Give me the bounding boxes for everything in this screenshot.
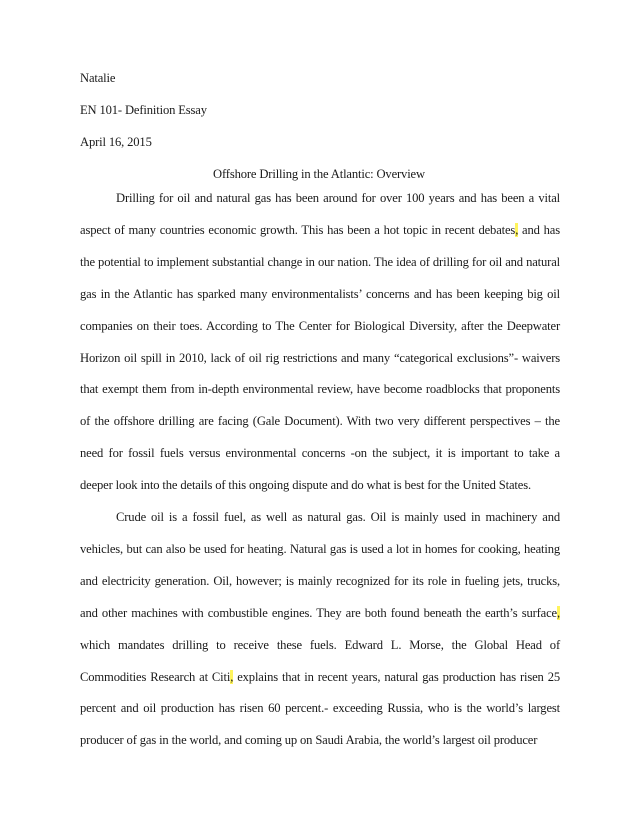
- essay-title: Offshore Drilling in the Atlantic: Overview: [213, 167, 425, 181]
- paragraph-2: [80, 502, 560, 757]
- highlighted-comma: ,: [515, 222, 519, 237]
- paragraph-2-text-b: which mandates drilling to receive these fuels. Edward L. Morse, the Global Head of Commodities Research at Citi: [80, 637, 560, 684]
- author-name: Natalie: [80, 71, 116, 85]
- highlighted-comma: ,: [230, 669, 234, 684]
- course-name: EN 101- Definition Essay: [80, 103, 207, 117]
- paragraph-1-text-a: Drilling for oil and natural gas has been around for over 100 years and has been a vital aspect of many countries economic growth. This has been a hot topic in recent debates: [80, 191, 560, 237]
- paragraph-1-text-b: and has the potential to implement substantial change in our nation. The idea of drilling for oil and natural gas in the Atlantic has sparked many environmentalists’ concerns and has been keeping big oil companies on their toes. According to The Center for Biological Diversity, after the Deepwater Horizon oil spill in 2010, lack of oil rig restrictions and many “categorical exclusions”- waivers that exempt them from in-depth environmental review, have become roadblocks that proponents of the offshore drilling are facing (Gale Document). With two very different perspectives – the need for fossil fuels versus environmental concerns -on the subject, it is important to take a deeper look into the details of this ongoing dispute and do what is best for the United States.: [80, 222, 560, 493]
- essay-date: April 16, 2015: [80, 135, 152, 149]
- paragraph-1: [80, 183, 560, 502]
- highlighted-comma: ,: [557, 605, 560, 620]
- paragraph-2-text-a: Crude oil is a fossil fuel, as well as natural gas. Oil is mainly used in machinery and vehicles, but can also be used for heating. Natural gas is used a lot in homes for cooking, heating and electricity generation. Oil, however; is mainly recognized for its role in fueling jets, trucks, and other machines with combustible engines. They are both found beneath the earth’s surface: [80, 510, 560, 620]
- paragraph-2-text-c: explains that in recent years, natural gas production has risen 25 percent and oil production has risen 60 percent.- exceeding Russia, who is the world’s largest producer of gas in the world, and coming up on Saudi Arabia, the world’s largest oil producer: [80, 669, 560, 748]
